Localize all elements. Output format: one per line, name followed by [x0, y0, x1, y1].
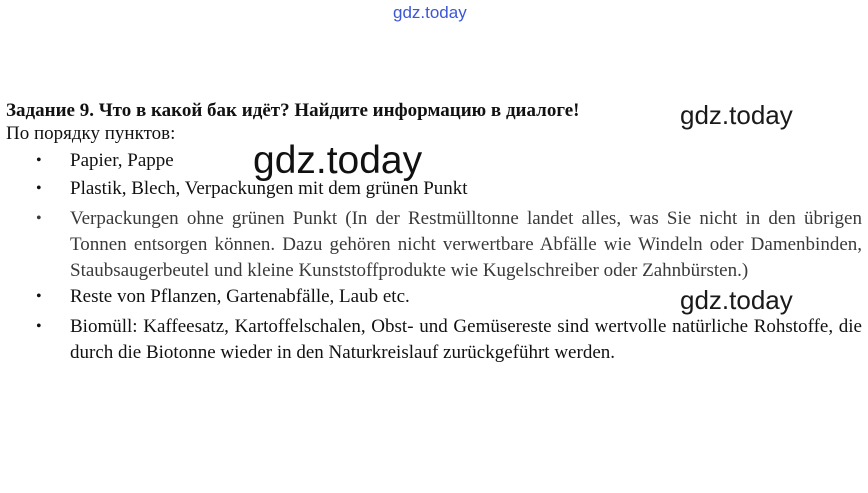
document: [6, 99, 862, 366]
list-item-text: Reste von Pflanzen, Gartenabfälle, Laub etc.: [70, 286, 410, 307]
list-item-text: Plastik, Blech, Verpackungen mit dem grünen Punkt: [70, 178, 468, 199]
list-item: [6, 314, 862, 366]
task-title: Задание 9. Что в какой бак идёт? Найдите информацию в диалоге!: [6, 100, 580, 121]
list-item-text: Verpackungen ohne grünen Punkt (In der Restmülltonne landet alles, was Sie nicht in den übrigen Tonnen entsorgen können. Dazu gehören nicht verwertbare Abfälle wie Windeln oder Damenbinden, Staubsaugerbeutel und kleine Kunststoffprodukte wie Kugelschreiber oder Zahnbürsten.): [70, 208, 862, 281]
bullet-icon: •: [36, 288, 42, 305]
bullet-icon: •: [36, 180, 42, 197]
watermark-top: gdz.today: [393, 3, 467, 22]
bullet-icon: •: [36, 210, 42, 227]
list-item-text: Biomüll: Kaffeesatz, Kartoffelschalen, Obst- und Gemüsereste sind wertvolle natürliche Rohstoffe, die durch die Biotonne wieder in den Naturkreislauf zurückgeführt werden.: [70, 316, 862, 363]
list-item-text: Papier, Pappe: [70, 150, 174, 171]
list-item: [6, 150, 862, 172]
watermark-right-lower: gdz.today: [680, 285, 793, 315]
list-item: [6, 206, 862, 284]
bullet-icon: •: [36, 318, 42, 335]
bullet-icon: •: [36, 152, 42, 169]
task-subtitle: По порядку пунктов:: [6, 123, 176, 144]
answer-list: [6, 150, 862, 366]
watermark-right-upper: gdz.today: [680, 100, 793, 130]
watermark-center: gdz.today: [253, 139, 423, 182]
list-item: [6, 178, 862, 200]
